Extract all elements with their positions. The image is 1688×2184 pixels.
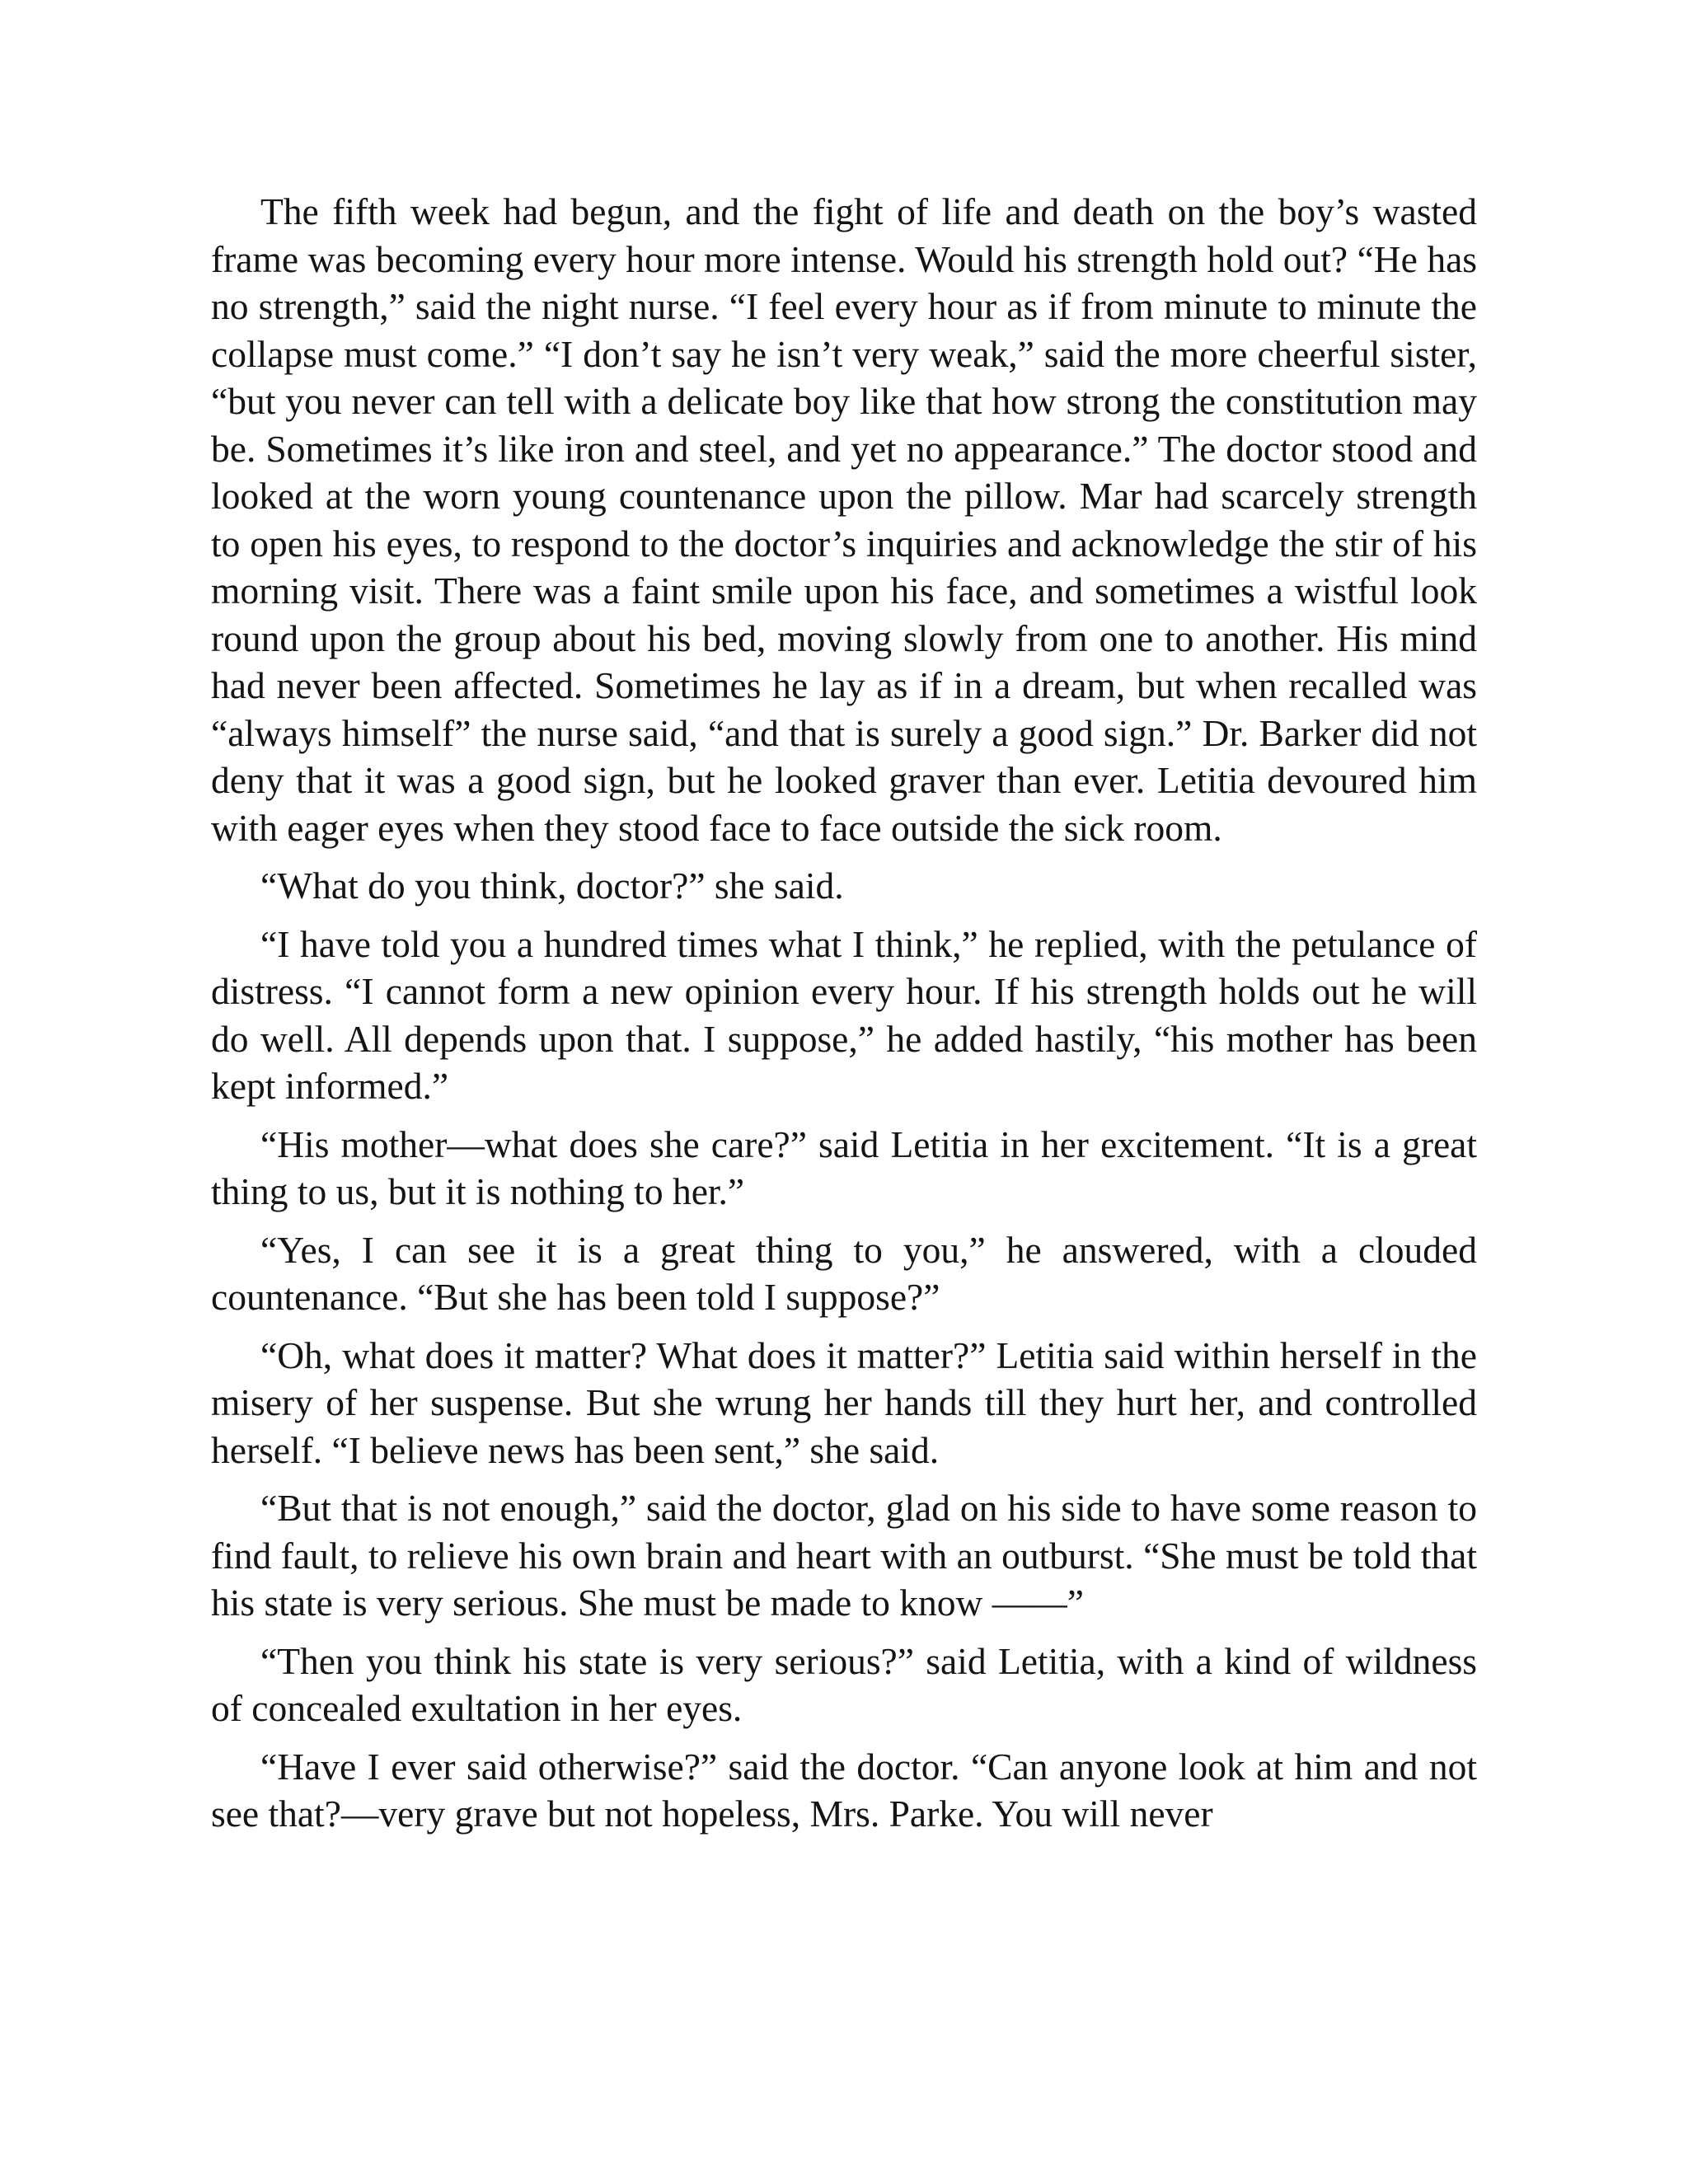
paragraph-4: “His mother—what does she care?” said Letitia in her excitement. “It is a great thing to us, but it is nothing to her.” <box>211 1122 1477 1212</box>
body-text <box>211 188 1477 1838</box>
paragraph-5: “Yes, I can see it is a great thing to you,” he answered, with a clouded countenance. “But she has been told I suppose?” <box>211 1228 1477 1318</box>
paragraph-1: The fifth week had begun, and the fight of life and death on the boy’s wasted frame was becoming every hour more intense. Would his strength hold out? “He has no strength,” said the night nurse. “I feel every hour as if from minute to minute the collapse must come.” “I don’t say he isn’t very weak,” said the more cheerful sister, “but you never can tell with a delicate boy like that how strong the constitution may be. Sometimes it’s like iron and steel, and yet no appearance.” The doctor stood and looked at the worn young countenance upon the pillow. Mar had scarcely strength to open his eyes, to respond to the doctor’s inquiries and acknowledge the stir of his morning visit. There was a faint smile upon his face, and sometimes a wistful look round upon the group about his bed, moving slowly from one to another. His mind had never been affected. Sometimes he lay as if in a dream, but when recalled was “always himself” the nurse said, “and that is surely a good sign.” Dr. Barker did not deny that it was a good sign, but he looked graver than ever. Letitia devoured him with eager eyes when they stood face to face outside the sick room. <box>211 190 1477 849</box>
paragraph-2: “What do you think, doctor?” she said. <box>260 865 844 907</box>
paragraph-8: “Then you think his state is very serious?” said Letitia, with a kind of wildness of concealed exultation in her eyes. <box>211 1639 1477 1729</box>
paragraph-7: “But that is not enough,” said the doctor, glad on his side to have some reason to find fault, to relieve his own brain and heart with an outburst. “She must be told that his state is very serious. She must be made to know ——” <box>211 1487 1477 1624</box>
paragraph-9: “Have I ever said otherwise?” said the doctor. “Can anyone look at him and not see that?—very grave but not hopeless, Mrs. Parke. You will never <box>211 1745 1477 1835</box>
paragraph-3: “I have told you a hundred times what I think,” he replied, with the petulance of distress. “I cannot form a new opinion every hour. If his strength holds out he will do well. All depends upon that. I suppose,” he added hastily, “his mother has been kept informed.” <box>211 922 1477 1107</box>
paragraph-6: “Oh, what does it matter? What does it matter?” Letitia said within herself in the misery of her suspense. But she wrung her hands till they hurt her, and controlled herself. “I believe news has been sent,” she said. <box>211 1333 1477 1471</box>
